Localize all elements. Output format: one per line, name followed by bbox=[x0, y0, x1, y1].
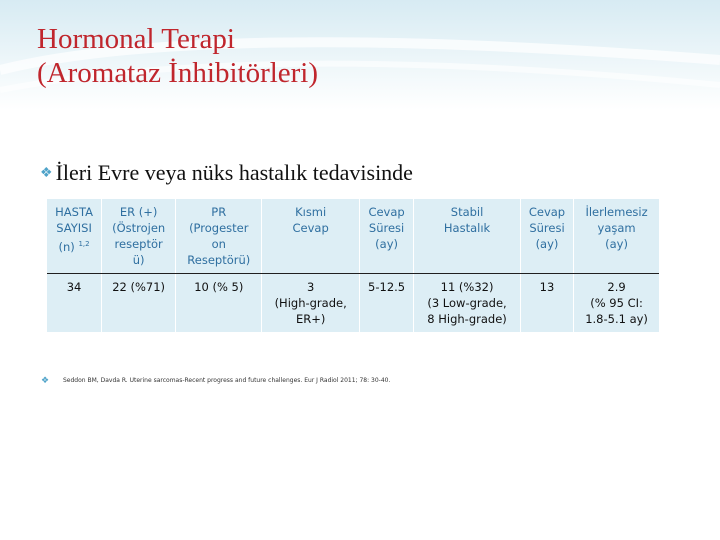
cell-stabil-hastalik: 11 (%32) (3 Low-grade, 8 High-grade) bbox=[414, 274, 521, 333]
header-cevap-suresi-2: Cevap Süresi (ay) bbox=[520, 199, 573, 274]
cell-pr: 10 (% 5) bbox=[176, 274, 262, 333]
table-header-row bbox=[47, 199, 659, 274]
reference-bullet-icon: ❖ bbox=[41, 375, 50, 385]
cell-cevap-suresi-2: 13 bbox=[520, 274, 573, 333]
header-stabil-hastalik: Stabil Hastalık bbox=[414, 199, 521, 274]
cell-kismi-cevap: 3 (High-grade, ER+) bbox=[262, 274, 360, 333]
header-er: ER (+) (Östrojen reseptör ü) bbox=[102, 199, 176, 274]
bullet-item bbox=[40, 160, 413, 186]
bullet-icon: ❖ bbox=[40, 165, 53, 181]
title-line-1: Hormonal Terapi bbox=[37, 23, 235, 55]
header-kismi-cevap: Kısmi Cevap bbox=[262, 199, 360, 274]
reference-text: Seddon BM, Davda R. Uterine sarcomas-Recent progress and future challenges. Eur J Radiol 2011; 78: 30-40. bbox=[63, 377, 391, 384]
header-hasta-sayisi: HASTA SAYISI (n) $^{1,2}$ bbox=[47, 199, 102, 274]
bullet-text: İleri Evre veya nüks hastalık tedavisinde bbox=[55, 160, 413, 185]
cell-er: 22 (%71) bbox=[102, 274, 176, 333]
slide-title bbox=[37, 22, 318, 90]
title-line-2: (Aromataz İnhibitörleri) bbox=[37, 57, 319, 89]
header-pr: PR (Progester on Reseptörü) bbox=[176, 199, 262, 274]
table-row bbox=[47, 274, 659, 333]
cell-hasta-sayisi: 34 bbox=[47, 274, 102, 333]
data-table bbox=[47, 199, 659, 332]
header-ilerlemesiz-yasam: İlerlemesiz yaşam (ay) bbox=[574, 199, 659, 274]
cell-cevap-suresi: 5-12.5 bbox=[359, 274, 413, 333]
cell-ilerlemesiz-yasam: 2.9 (% 95 CI: 1.8-5.1 ay) bbox=[585, 280, 648, 326]
header-cevap-suresi: Cevap Süresi (ay) bbox=[359, 199, 413, 274]
